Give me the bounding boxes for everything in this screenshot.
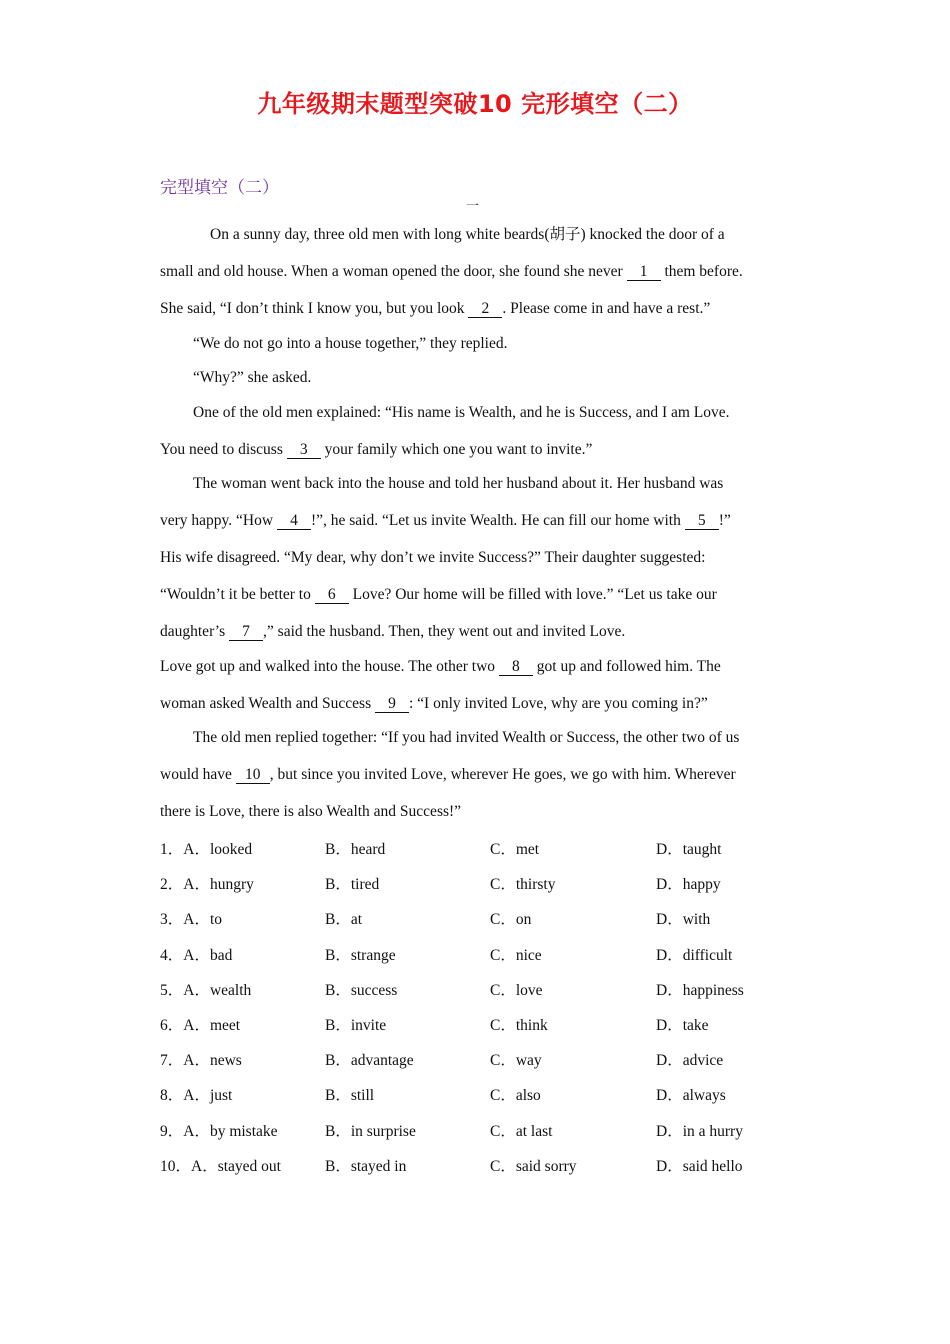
- option-d[interactable]: D．said hello: [656, 1157, 743, 1175]
- blank-1: 1: [627, 263, 661, 281]
- option-b[interactable]: B．still: [325, 1087, 375, 1105]
- option-a[interactable]: 7．A．news: [160, 1052, 242, 1070]
- question-row: [160, 873, 800, 908]
- option-a[interactable]: 6．A．meet: [160, 1016, 241, 1034]
- option-c[interactable]: C．thirsty: [490, 876, 556, 894]
- option-a[interactable]: 4．A．bad: [160, 946, 233, 964]
- option-a[interactable]: 5．A．wealth: [160, 981, 252, 999]
- option-b[interactable]: B．advantage: [325, 1052, 414, 1070]
- option-c[interactable]: C．on: [490, 911, 532, 929]
- option-c[interactable]: C．at last: [490, 1122, 553, 1140]
- option-c[interactable]: C．nice: [490, 946, 542, 964]
- option-b[interactable]: B．stayed in: [325, 1157, 407, 1175]
- option-a[interactable]: 2．A．hungry: [160, 876, 254, 894]
- question-row: [160, 1084, 800, 1119]
- question-row: [160, 979, 800, 1014]
- option-c[interactable]: C．think: [490, 1016, 548, 1034]
- option-d[interactable]: D．take: [656, 1016, 709, 1034]
- option-a[interactable]: 10．A．stayed out: [160, 1157, 281, 1175]
- option-a[interactable]: 3．A．to: [160, 911, 223, 929]
- passage-line: The old men replied together: “If you had invited Wealth or Success, the other two of us: [193, 729, 740, 746]
- passage-line: “Why?” she asked.: [193, 369, 312, 386]
- option-a[interactable]: 9．A．by mistake: [160, 1122, 278, 1140]
- passage-line: very happy. “How 4 !”, he said. “Let us invite Wealth. He can fill our home with 5 !”: [160, 512, 731, 529]
- blank-2: 2: [468, 300, 502, 318]
- option-a[interactable]: 1．A．looked: [160, 841, 253, 858]
- option-b[interactable]: B．in surprise: [325, 1122, 416, 1140]
- option-d[interactable]: D．happy: [656, 876, 721, 894]
- option-d[interactable]: D．in a hurry: [656, 1122, 743, 1140]
- passage-line: small and old house. When a woman opened the door, she found she never 1 them before.: [160, 263, 743, 280]
- option-d[interactable]: D．happiness: [656, 981, 744, 999]
- question-row: [160, 838, 800, 873]
- passage-line: “We do not go into a house together,” they replied.: [193, 334, 508, 352]
- option-b[interactable]: B．invite: [325, 1016, 387, 1034]
- option-b[interactable]: B．success: [325, 981, 398, 999]
- blank-5: 5: [685, 512, 719, 530]
- passage-line: On a sunny day, three old men with long white beards(胡子) knocked the door of a: [210, 226, 725, 243]
- blank-8: 8: [499, 658, 533, 676]
- blank-9: 9: [375, 695, 409, 713]
- passage-line: She said, “I don’t think I know you, but you look 2 . Please come in and have a rest.”: [160, 300, 711, 317]
- question-row: [160, 944, 800, 979]
- blank-10: 10: [236, 766, 270, 784]
- page-title: 九年级期末题型突破10 完形填空（二）: [257, 90, 693, 118]
- section-title: 完型填空（二）: [160, 178, 279, 198]
- passage-line: woman asked Wealth and Success 9 : “I only invited Love, why are you coming in?”: [160, 694, 708, 712]
- blank-3: 3: [287, 441, 321, 459]
- option-b[interactable]: B．tired: [325, 876, 380, 894]
- question-row: [160, 908, 800, 943]
- passage-line: daughter’s 7 ,” said the husband. Then, they went out and invited Love.: [160, 623, 626, 640]
- option-c[interactable]: C．also: [490, 1087, 541, 1105]
- question-row: [160, 1014, 800, 1049]
- passage-line: “Wouldn’t it be better to 6 Love? Our home will be filled with love.” “Let us take our: [160, 586, 717, 603]
- blank-7: 7: [229, 623, 263, 641]
- option-d[interactable]: D．taught: [656, 841, 722, 858]
- blank-6: 6: [315, 586, 349, 604]
- option-d[interactable]: D．difficult: [656, 946, 733, 964]
- cloze-passage: [160, 222, 792, 836]
- option-b[interactable]: B．heard: [325, 841, 386, 858]
- answer-options: [160, 838, 800, 1190]
- passage-line: would have 10 , but since you invited Love, wherever He goes, we go with him. Wherever: [160, 766, 736, 783]
- option-c[interactable]: C．love: [490, 981, 543, 999]
- question-row: [160, 1155, 800, 1190]
- option-a[interactable]: 8．A．just: [160, 1087, 233, 1105]
- passage-line: One of the old men explained: “His name is Wealth, and he is Success, and I am Love.: [193, 403, 730, 421]
- question-row: [160, 1049, 800, 1084]
- option-b[interactable]: B．at: [325, 911, 363, 929]
- passage-line: there is Love, there is also Wealth and Success!”: [160, 803, 462, 820]
- passage-line: Love got up and walked into the house. The other two 8 got up and followed him. The: [160, 657, 721, 675]
- option-d[interactable]: D．advice: [656, 1052, 724, 1070]
- passage-line: The woman went back into the house and told her husband about it. Her husband was: [193, 475, 724, 492]
- option-c[interactable]: C．said sorry: [490, 1157, 577, 1175]
- question-row: [160, 1120, 800, 1155]
- option-d[interactable]: D．always: [656, 1087, 726, 1105]
- option-d[interactable]: D．with: [656, 911, 711, 929]
- passage-line: His wife disagreed. “My dear, why don’t we invite Success?” Their daughter suggested:: [160, 549, 706, 566]
- option-c[interactable]: C．way: [490, 1052, 542, 1070]
- option-c[interactable]: C．met: [490, 841, 540, 858]
- passage-line: You need to discuss 3 your family which one you want to invite.”: [160, 440, 593, 458]
- part-marker: 一: [466, 198, 480, 213]
- option-b[interactable]: B．strange: [325, 946, 396, 964]
- blank-4: 4: [277, 512, 311, 530]
